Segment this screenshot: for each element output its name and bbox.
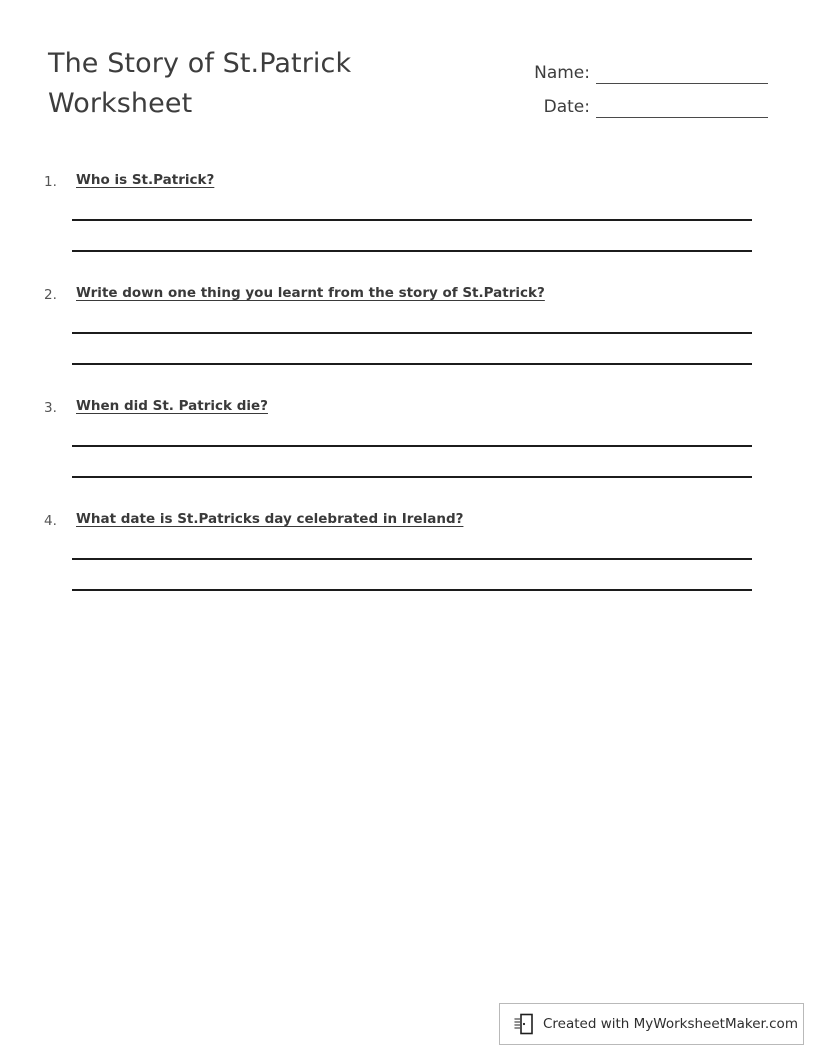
question-item [44, 281, 768, 394]
question-item [44, 394, 768, 507]
name-input-line[interactable] [596, 63, 768, 84]
answer-line[interactable] [72, 219, 752, 221]
page-title: The Story of St.Patrick Worksheet [48, 48, 352, 119]
date-input-line[interactable] [596, 97, 768, 118]
door-icon [514, 1013, 534, 1035]
question-number: 1. [44, 174, 57, 190]
answer-line[interactable] [72, 476, 752, 478]
question-text: What date is St.Patricks day celebrated in Ireland? [76, 511, 464, 527]
answer-line[interactable] [72, 445, 752, 447]
answer-line[interactable] [72, 363, 752, 365]
question-number: 2. [44, 287, 57, 303]
name-row [520, 50, 768, 84]
answer-line[interactable] [72, 332, 752, 334]
question-number: 3. [44, 400, 57, 416]
date-label: Date: [543, 97, 590, 117]
answer-line[interactable] [72, 558, 752, 560]
student-info [520, 50, 768, 118]
question-text: Who is St.Patrick? [76, 172, 215, 188]
worksheet-header [48, 44, 768, 144]
answer-line[interactable] [72, 589, 752, 591]
name-label: Name: [534, 63, 590, 83]
question-text: When did St. Patrick die? [76, 398, 268, 414]
badge-label: Created with MyWorksheetMaker.com [543, 1016, 798, 1032]
question-item [44, 168, 768, 281]
date-row [520, 84, 768, 118]
question-list [44, 168, 768, 620]
question-item [44, 507, 768, 620]
question-number: 4. [44, 513, 57, 529]
created-with-badge[interactable] [499, 1003, 804, 1045]
question-text: Write down one thing you learnt from the story of St.Patrick? [76, 285, 545, 301]
answer-line[interactable] [72, 250, 752, 252]
